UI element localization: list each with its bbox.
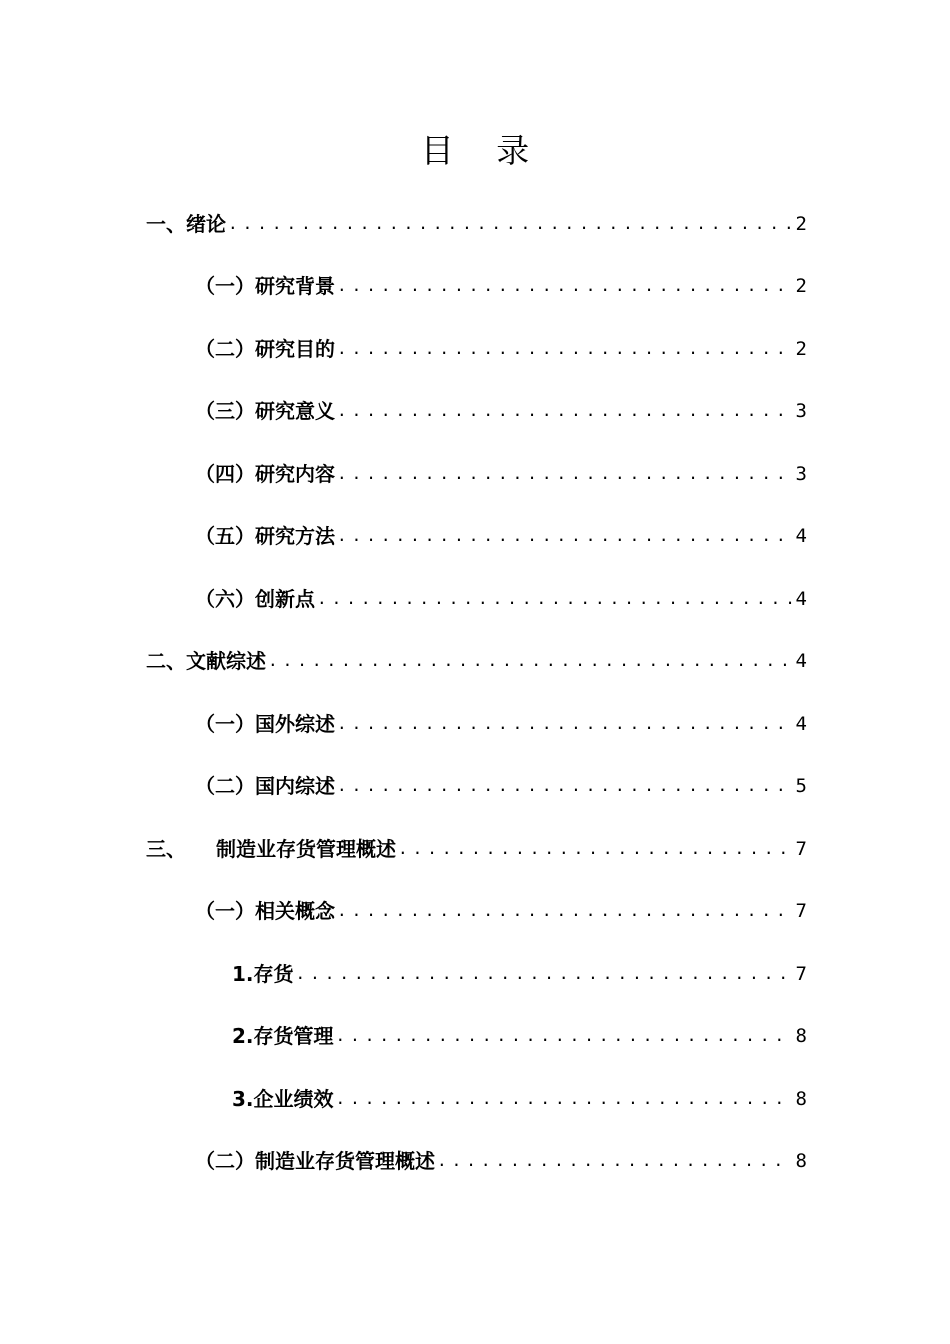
toc-entry-label: 3.企业绩效	[232, 1087, 334, 1111]
toc-entry-label: （一）研究背景	[195, 274, 335, 298]
dot-leader	[296, 961, 792, 987]
dot-leader	[336, 1023, 792, 1049]
dot-leader	[337, 898, 792, 924]
toc-entry-page: 8	[795, 1088, 807, 1110]
toc-entry-page: 4	[795, 525, 807, 547]
toc-entry-chapter-1[interactable]	[146, 197, 807, 237]
dot-leader	[268, 648, 792, 674]
dot-leader	[317, 586, 792, 612]
toc-entry-label: 一、绪论	[146, 212, 226, 236]
toc-entry-page: 2	[795, 338, 807, 360]
toc-entry-section[interactable]	[195, 759, 807, 799]
toc-entry-page: 8	[795, 1150, 807, 1172]
toc-entry-chapter-3[interactable]	[146, 822, 807, 862]
toc-entry-page: 4	[795, 650, 807, 672]
toc-entry-subsection[interactable]	[232, 1009, 807, 1049]
dot-leader	[336, 1086, 792, 1112]
toc-entry-section[interactable]	[195, 572, 807, 612]
toc-entry-section[interactable]	[195, 447, 807, 487]
toc-entry-page: 4	[795, 713, 807, 735]
toc-entry-page: 3	[795, 400, 807, 422]
dot-leader	[228, 211, 792, 237]
toc-entry-page: 2	[795, 213, 807, 235]
toc-entry-section[interactable]	[195, 259, 807, 299]
toc-entry-label: （一）相关概念	[195, 899, 335, 923]
dot-leader	[437, 1148, 792, 1174]
chapter-number: 三、	[146, 837, 186, 861]
toc-entry-page: 7	[795, 900, 807, 922]
toc-entry-page: 5	[795, 775, 807, 797]
toc-entry-label: （二）国内综述	[195, 774, 335, 798]
toc-entry-label	[146, 836, 396, 862]
dot-leader	[337, 773, 792, 799]
toc-entry-chapter-2[interactable]	[146, 634, 807, 674]
toc-entry-section[interactable]	[195, 322, 807, 362]
toc-entry-page: 4	[795, 588, 807, 610]
toc-entry-label: （五）研究方法	[195, 524, 335, 548]
toc-entry-label: 二、文献综述	[146, 649, 266, 673]
toc-entry-label: （六）创新点	[195, 587, 315, 611]
toc-entry-label: （三）研究意义	[195, 399, 335, 423]
toc-entry-section[interactable]	[195, 697, 807, 737]
dot-leader	[337, 711, 792, 737]
dot-leader	[337, 273, 792, 299]
toc-entry-label: 2.存货管理	[232, 1024, 334, 1048]
toc-entry-label: （二）制造业存货管理概述	[195, 1149, 435, 1173]
dot-leader	[337, 461, 792, 487]
toc-entry-section[interactable]	[195, 384, 807, 424]
dot-leader	[337, 523, 792, 549]
dot-leader	[337, 398, 792, 424]
toc-entry-label: （一）国外综述	[195, 712, 335, 736]
chapter-title: 制造业存货管理概述	[216, 837, 396, 861]
toc-entry-page: 7	[795, 963, 807, 985]
toc-entry-label: 1.存货	[232, 962, 294, 986]
dot-leader	[337, 336, 792, 362]
toc-entry-page: 8	[795, 1025, 807, 1047]
toc-entry-section[interactable]	[195, 1134, 807, 1174]
dot-leader	[398, 836, 792, 862]
toc-entry-section[interactable]	[195, 509, 807, 549]
toc-entry-page: 3	[795, 463, 807, 485]
toc-entry-label: （二）研究目的	[195, 337, 335, 361]
toc-entry-subsection[interactable]	[232, 947, 807, 987]
toc-entry-section[interactable]	[195, 884, 807, 924]
toc-entry-label: （四）研究内容	[195, 462, 335, 486]
toc-entry-subsection[interactable]	[232, 1072, 807, 1112]
toc-entry-page: 2	[795, 275, 807, 297]
toc-entry-page: 7	[795, 838, 807, 860]
page-title: 目 录	[420, 131, 546, 170]
